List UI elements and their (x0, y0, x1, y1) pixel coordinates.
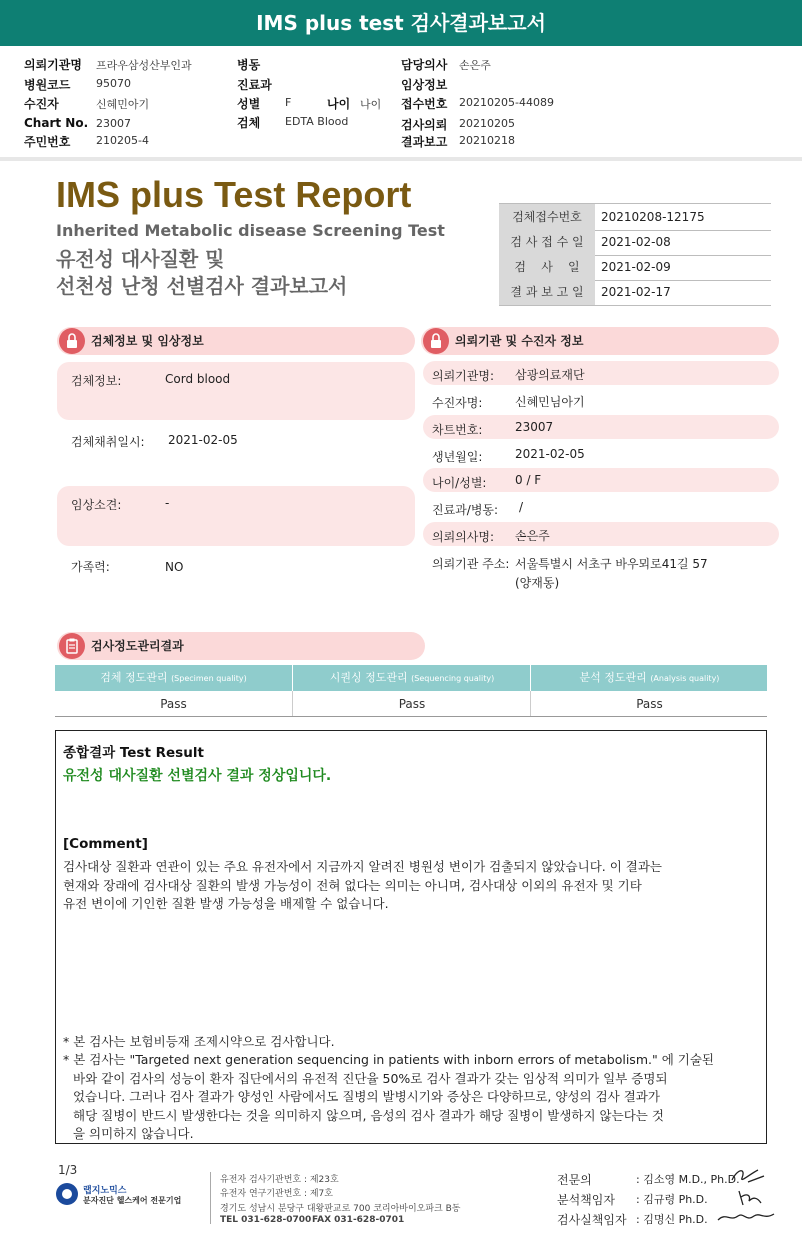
sex-label: 성별 (237, 97, 261, 111)
receipt-label: 접수번호 (401, 97, 448, 111)
lock-icon (59, 328, 85, 354)
specimen-section-header (57, 327, 415, 355)
note-line: 바와 같이 검사의 성능이 환자 집단에서의 유전적 진단율 50%로 검사 결과가 갖는 임상적 의미가 일부 증명되 (73, 1071, 668, 1086)
footer-divider (210, 1172, 211, 1224)
signer-name: : 김명신 Ph.D. (636, 1213, 708, 1226)
specimen-value: EDTA Blood (285, 115, 349, 128)
comment-line: 유전 변이에 기인한 질환 발생 가능성을 배제할 수 없습니다. (63, 896, 389, 911)
qc-table-header (55, 665, 767, 691)
sex-value: F (285, 96, 292, 109)
info-label: 검체접수번호 (499, 204, 595, 230)
footer-tel: TEL 031-628-0700 (220, 1215, 312, 1225)
qc-header-cell: 분석 정도관리 (Analysis quality) (530, 665, 768, 691)
resident-label: 주민번호 (24, 135, 71, 149)
clipboard-icon (59, 633, 85, 659)
patient-row-value: / (519, 500, 524, 514)
report-value: 20210218 (459, 134, 515, 147)
specimen-label: 검체 (237, 116, 261, 130)
code-value: 95070 (96, 77, 131, 90)
patient-row-label: 진료과/병동: (432, 503, 499, 517)
patient-row-value: 신혜민님아기 (515, 395, 585, 409)
report-label: 결과보고 (401, 135, 448, 149)
patient-row-value: 23007 (515, 420, 554, 434)
header-divider (0, 157, 802, 161)
signer-role: 검사실책임자 (557, 1213, 627, 1227)
comment-heading: [Comment] (63, 836, 148, 852)
family-label: 가족력: (71, 560, 110, 574)
patient-row-label: 의뢰기관명: (432, 369, 495, 383)
reg-number-2: 유전자 연구기관번호 : 제7호 (220, 1189, 333, 1199)
qc-value-cell: Pass (530, 691, 768, 717)
patient-value: 신혜민아기 (96, 98, 150, 111)
note-line: 었습니다. 그러나 검사 결과가 양성인 사람에서도 질병의 발병시기와 증상은 다양하므로, 양성의 검사 결과가 (73, 1089, 660, 1104)
age-label: 나이 (327, 97, 351, 111)
ward-label: 병동 (237, 58, 261, 72)
result-heading: 종합결과 Test Result (63, 745, 204, 761)
result-summary: 유전성 대사질환 선별검사 결과 정상입니다. (63, 768, 332, 784)
signature-1 (728, 1164, 768, 1186)
request-label: 검사의뢰 (401, 118, 448, 132)
patient-label: 수진자 (24, 97, 59, 111)
note-line: * 본 검사는 "Targeted next generation sequencing in patients with inborn errors of metabolism." 에 기술된 (63, 1052, 714, 1067)
info-value: 2021-02-17 (601, 285, 671, 299)
patient-row-label: 나이/성별: (432, 476, 487, 490)
signer-name: : 김소영 M.D., Ph.D. (636, 1173, 740, 1186)
info-label: 결 과 보 고 일 (499, 279, 595, 305)
logo-icon (56, 1183, 78, 1205)
qc-section-header (57, 632, 425, 660)
code-label: 병원코드 (24, 78, 71, 92)
patient-row-value: 2021-02-05 (515, 447, 585, 461)
clinical-value: - (165, 496, 170, 510)
patient-section-header (421, 327, 779, 355)
report-subtitle-ko-1: 유전성 대사질환 및 (56, 247, 225, 271)
qc-table-bottom-rule (55, 716, 767, 717)
collect-value: 2021-02-05 (168, 433, 238, 447)
patient-row-value: 0 / F (515, 473, 542, 487)
qc-value-cell: Pass (292, 691, 531, 717)
patient-row-label: 수진자명: (432, 396, 483, 410)
comment-line: 검사대상 질환과 연관이 있는 주요 유전자에서 지금까지 알려진 병원성 변이가 검출되지 않았습니다. 이 결과는 (63, 859, 663, 874)
report-header-title: IMS plus test 검사결과보고서 (0, 0, 802, 46)
footer-address: 경기도 성남시 분당구 대왕판교로 700 코리아바이오파크 B동 (220, 1204, 461, 1214)
specimen-value: Cord blood (165, 372, 231, 386)
clinical-info-box (57, 486, 415, 546)
address-label: 의뢰기관 주소: (432, 557, 510, 571)
family-value: NO (165, 560, 184, 574)
logo-name: 랩지노믹스 (83, 1186, 127, 1196)
clinical-label: 임상소견: (71, 498, 122, 512)
doctor-label: 담당의사 (401, 58, 448, 72)
dept-label: 진료과 (237, 78, 272, 92)
lock-icon (423, 328, 449, 354)
patient-row-label: 차트번호: (432, 423, 483, 437)
report-subtitle-en: Inherited Metabolic disease Screening Test (56, 221, 445, 240)
reg-number-1: 유전자 검사기관번호 : 제23호 (220, 1175, 339, 1185)
info-value: 20210208-12175 (601, 210, 705, 224)
qc-header-cell: 검체 정도관리 (Specimen quality) (100, 671, 247, 684)
age-value: 나이 (360, 98, 382, 111)
info-row (499, 254, 771, 281)
patient-section-title: 의뢰기관 및 수진자 정보 (455, 334, 584, 348)
comment-line: 현재와 장래에 검사대상 질환의 발생 가능성이 전혀 없다는 의미는 아니며, 검사대상 이외의 유전자 및 기타 (63, 878, 642, 893)
patient-row-label: 생년월일: (432, 450, 483, 464)
note-line: 해당 질병이 반드시 발생한다는 것을 의미하지 않으며, 음성의 검사 결과가 해당 질병이 발생하지 않는다는 것 (73, 1108, 664, 1123)
chart-value: 23007 (96, 117, 131, 130)
specimen-info-box (57, 362, 415, 420)
qc-value-cell: Pass (160, 697, 187, 711)
report-title: IMS plus Test Report (56, 174, 412, 215)
info-value: 2021-02-09 (601, 260, 671, 274)
info-row (499, 204, 771, 231)
note-line: 을 의미하지 않습니다. (73, 1126, 194, 1141)
collect-label: 검체채취일시: (71, 435, 145, 449)
info-label: 검 사 일 (499, 254, 595, 280)
patient-row-value: 삼광의료재단 (515, 368, 585, 382)
signer-role: 분석책임자 (557, 1193, 615, 1207)
info-label: 검 사 접 수 일 (499, 229, 595, 255)
info-row (499, 229, 771, 256)
signature-3 (716, 1206, 778, 1226)
specimen-label: 검체정보: (71, 374, 122, 388)
address-line-2: (양재동) (515, 576, 560, 590)
resident-value: 210205-4 (96, 134, 149, 147)
chart-label: Chart No. (24, 116, 89, 130)
info-value: 2021-02-08 (601, 235, 671, 249)
doctor-value: 손은주 (459, 59, 491, 72)
qc-section-title: 검사정도관리결과 (91, 639, 184, 653)
qc-header-cell: 시퀀싱 정도관리 (Sequencing quality) (292, 665, 531, 691)
hospital-label: 의뢰기관명 (24, 58, 82, 72)
signer-role: 전문의 (557, 1173, 592, 1187)
specimen-section-title: 검체정보 및 임상정보 (91, 334, 204, 348)
report-subtitle-ko-2: 선천성 난청 선별검사 결과보고서 (56, 274, 348, 298)
hospital-value: 프라우삼성산부인과 (96, 59, 192, 72)
footer-fax: FAX 031-628-0701 (312, 1215, 405, 1225)
patient-row-label: 의뢰의사명: (432, 530, 495, 544)
logo-tagline: 분자진단 헬스케어 전문기업 (83, 1196, 182, 1205)
request-value: 20210205 (459, 117, 515, 130)
clinical-label: 임상정보 (401, 78, 448, 92)
info-row (499, 279, 771, 306)
note-line: * 본 검사는 보험비등재 조제시약으로 검사합니다. (63, 1034, 335, 1049)
signer-name: : 김규령 Ph.D. (636, 1193, 708, 1206)
page-number: 1/3 (58, 1163, 78, 1177)
patient-row-value: 손은주 (515, 529, 550, 543)
address-line-1: 서울특별시 서초구 바우뫼로41길 57 (515, 557, 708, 571)
receipt-value: 20210205-44089 (459, 96, 554, 109)
